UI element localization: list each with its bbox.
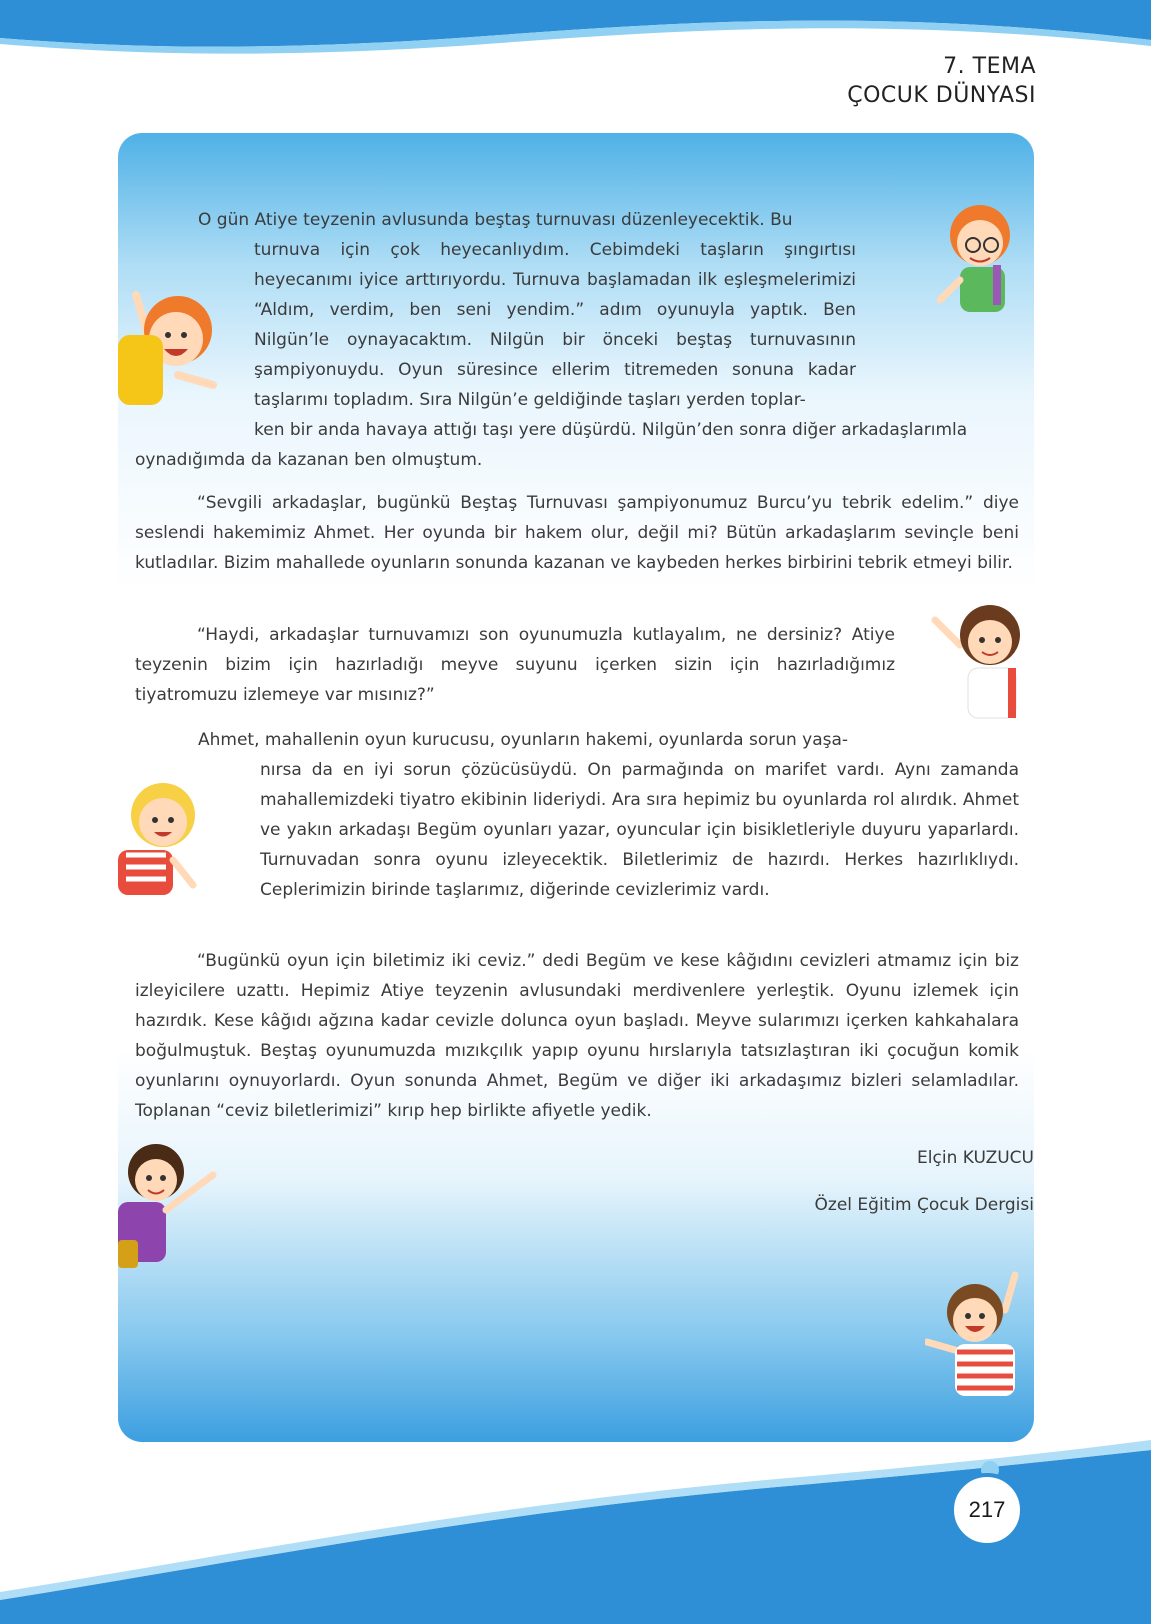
blonde-girl-icon	[118, 775, 213, 900]
story-paragraph-5: “Bugünkü oyun için biletimiz iki ceviz.” dedi Begüm ve kese kâğıdını cevizleri atmamız için biz izleyicilere uzattı. Hepimiz Atiye teyzenin avlusundaki merdivenlere yerleştik. Oyunu izlemek için hazırdık. Kese kâğıdı ağzına kadar cevizle dolunca oyun başladı. Meyve sularımızı içerken kahkahalara boğulmuştuk. Beştaş oyunumuzda mızıkçılık yapıp oyunu hırslarıyla tatsızlaştıran iki çocuğun komik oyunlarını oynuyorlardı. Oyun sonunda Ahmet, Begüm ve diğer iki arkadaşımız bizleri selamladılar. Toplanan “ceviz biletlerimizi” kırıp hep birlikte afiyetle yedik.	[135, 951, 1019, 1121]
page-number: 217	[950, 1473, 1024, 1547]
story-paragraph-4-body: nırsa da en iyi sorun çözücüsüydü. On parmağında on marifet vardı. Aynı zamanda mahallemizdeki tiyatro ekibinin lideriydi. Ara sıra hepimiz bu oyunlarda rol alırdık. Ahmet ve yakın arkadaşı Begüm oyunları yazar, oyuncular için bisikletleriyle duyuru yaparlardı. Turnuvadan sonra oyunu izleyecektik. Biletlerimiz de hazırdı. Herkes hazırlıklıydı. Ceplerimizin birinde taşlarımız, diğerinde cevizlerimiz vardı.	[260, 760, 1019, 900]
story-paragraph-3: “Haydi, arkadaşlar turnuvamızı son oyunumuzla kutlayalım, ne dersiniz? Atiye teyzenin bizim için hazırladığı meyve suyunu içerken sizin için hazırladığımız tiyatromuzu izlemeye var mısınız?”	[135, 625, 895, 705]
story-paragraph-1-first-line: O gün Atiye teyzenin avlusunda beştaş turnuvası düzenleyecektik. Bu	[198, 210, 793, 230]
theme-title: ÇOCUK DÜNYASI	[847, 83, 1036, 108]
waving-girl-icon	[930, 600, 1030, 725]
story-paragraph-4-first-line: Ahmet, mahallenin oyun kurucusu, oyunların hakemi, oyunlarda sorun yaşa-	[198, 730, 849, 750]
waving-boy-icon	[118, 275, 228, 410]
dark-hair-girl-icon	[118, 1140, 228, 1270]
story-paragraph-1-wide-line: ken bir anda havaya attığı taşı yere düşürdü. Nilgün’den sonra diğer arkadaşlarımla	[254, 420, 968, 440]
smiling-boy-icon	[925, 1270, 1035, 1400]
story-paragraph-2: “Sevgili arkadaşlar, bugünkü Beştaş Turnuvası şampiyonumuz Burcu’yu tebrik edelim.” diye seslendi hakemimiz Ahmet. Her oyunda bir hakem olur, değil mi? Bütün arkadaşlarım sevinçle beni kutladılar. Bizim mahallede oyunların sonunda kazanan ve kaybeden herkes birbirini tebrik etmeyi bilir.	[135, 493, 1019, 573]
source-name: Özel Eğitim Çocuk Dergisi	[814, 1195, 1034, 1215]
girl-with-glasses-icon	[935, 195, 1035, 320]
story-paragraph-1-body: turnuva için çok heyecanlıydım. Cebimdeki taşların şıngırtısı heyecanımı iyice arttırıyordu. Turnuva başlamadan ilk eşleşmelerimizi “Aldım, verdim, ben seni yendim.” adım oyunuyla yaptık. Ben Nilgün’le oynayacaktım. Nilgün bir önceki beştaş turnuvasının şampiyonuydu. Oyun süresince ellerim titremeden sonuna kadar taşlarımı topladım. Sıra Nilgün’e geldiğinde taşları yerden toplar-	[254, 240, 856, 410]
story-paragraph-1-end: oynadığımda da kazanan ben olmuştum.	[135, 450, 483, 470]
author-name: Elçin KUZUCU	[917, 1148, 1034, 1168]
theme-header	[847, 52, 1036, 110]
theme-number: 7. TEMA	[943, 54, 1036, 79]
